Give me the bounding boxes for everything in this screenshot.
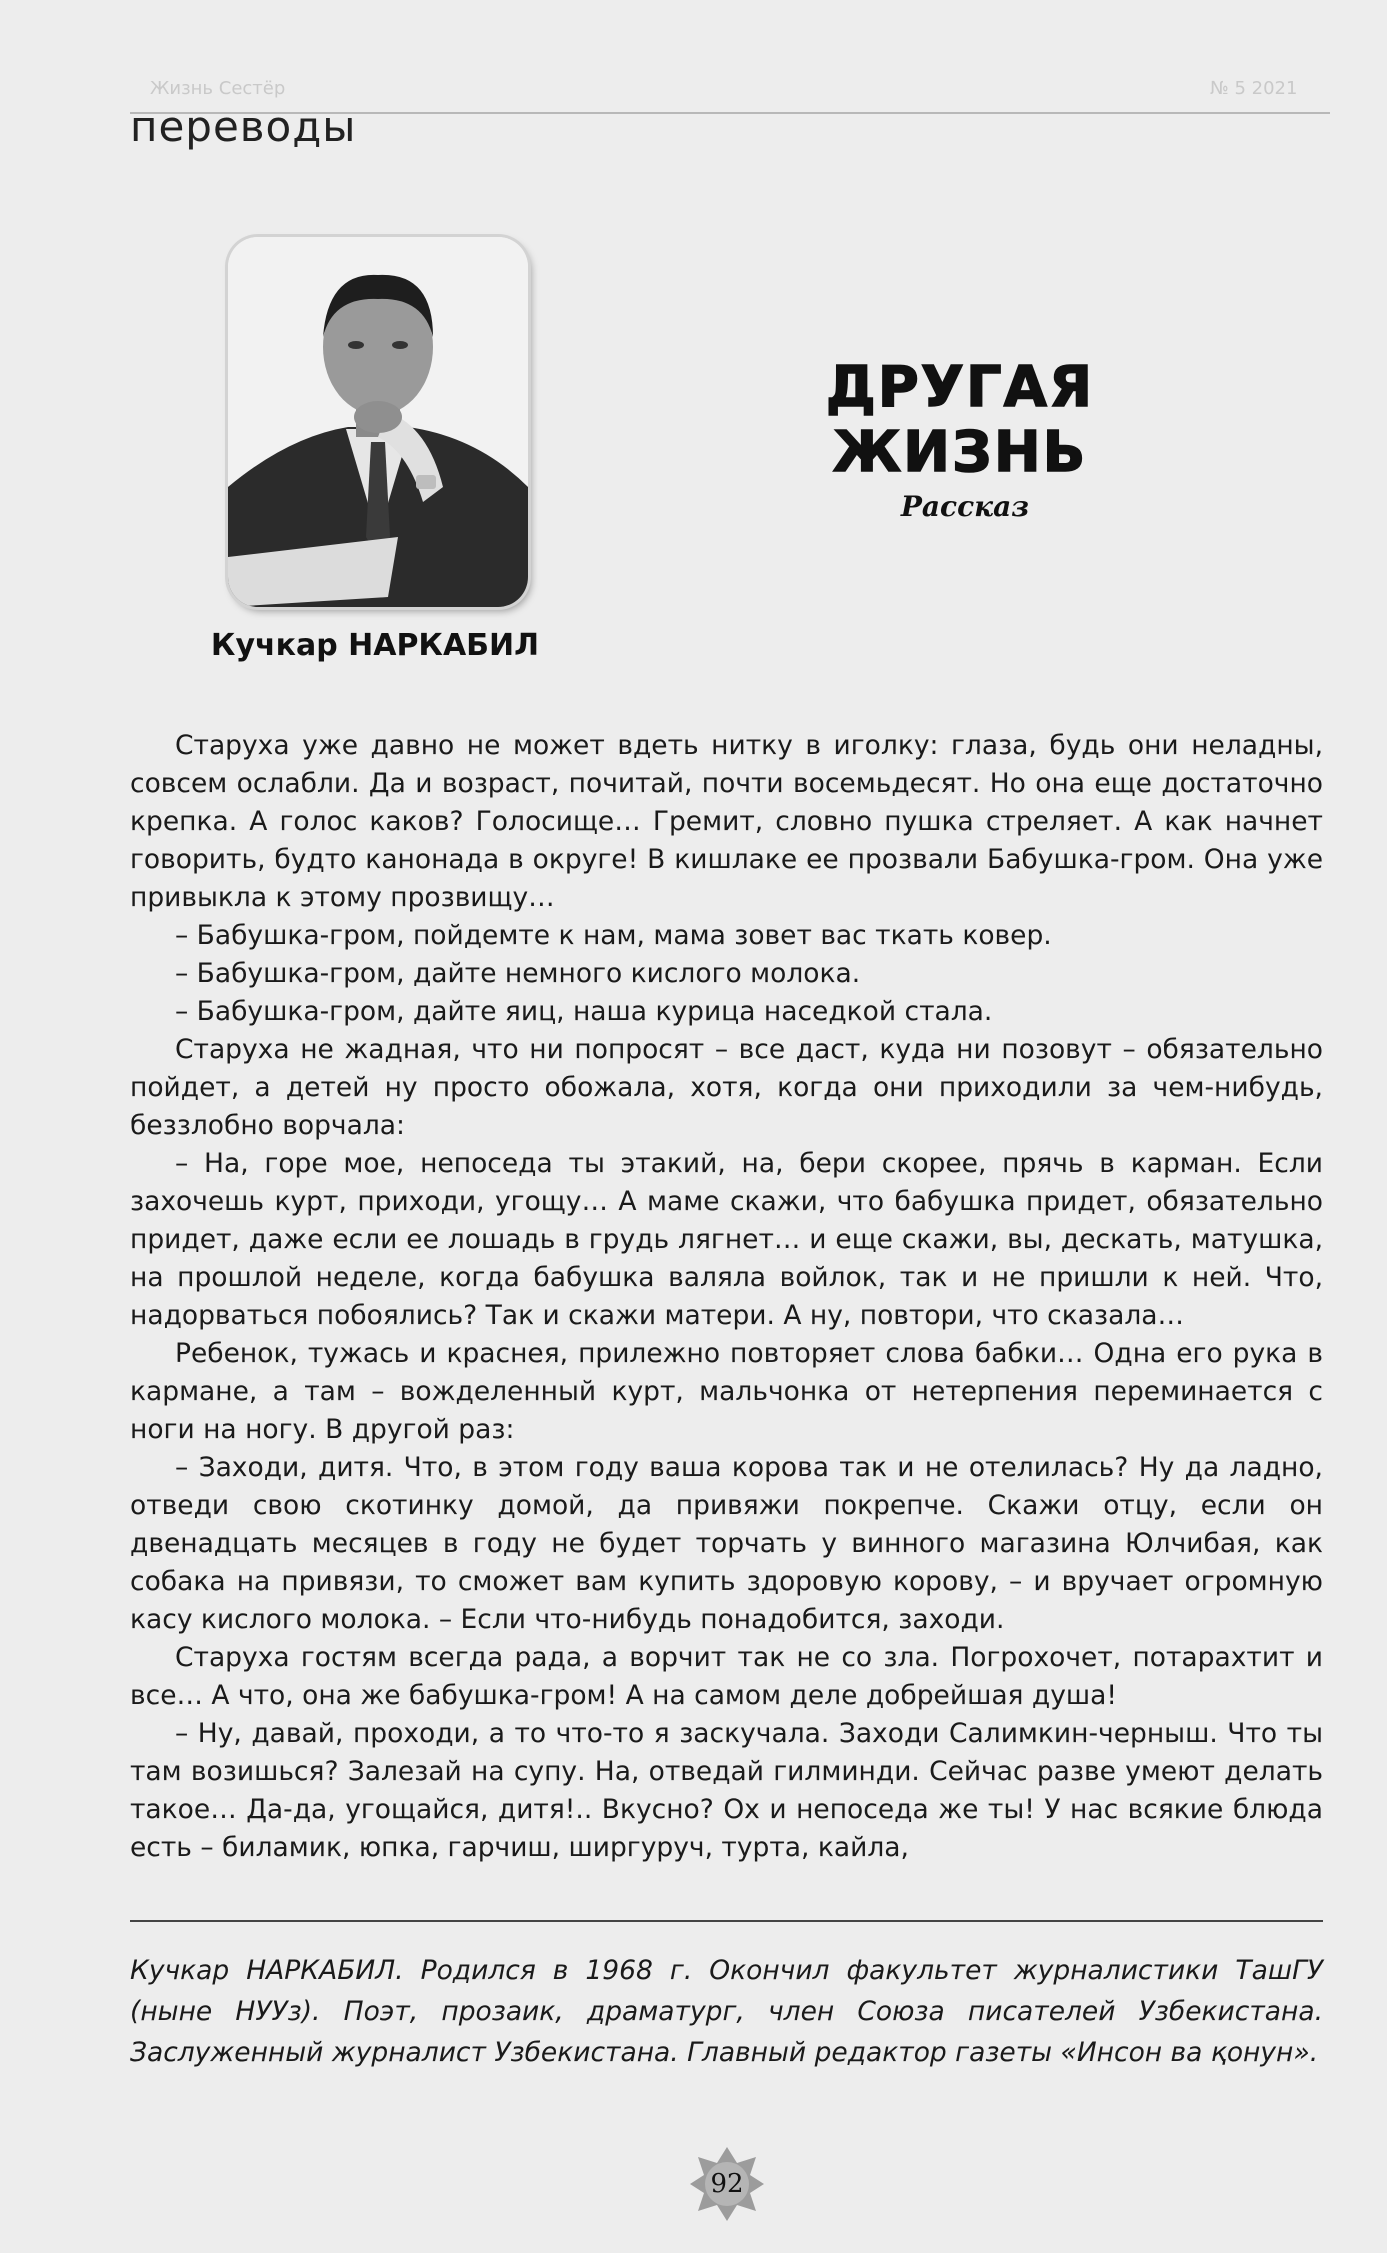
paragraph: Старуха уже давно не может вдеть нитку в иголку: глаза, будь они неладны, совсем ослабли. Да и возраст, почитай, почти восемьдесят. Но она еще достаточно крепка. А голос каков? Голосище… Гремит, словно пушка стреляет. А как начнет говорить, будто канонада в округе! В кишлаке ее прозвали Бабушка-гром. Она уже привыкла к этому прозвищу…	[130, 730, 1323, 913]
paragraph: Старуха гостям всегда рада, а ворчит так не со зла. Погрохочет, потарахтит и все… А что, она же бабушка-гром! А на самом деле добрейшая душа!	[130, 1642, 1323, 1711]
paragraph: – Бабушка-гром, пойдемте к нам, мама зовет вас ткать ковер.	[175, 920, 1052, 951]
paragraph: – Ну, давай, проходи, а то что-то я заскучала. Заходи Салимкин-черныш. Что ты там возишься? Залезай на супу. На, отведай гилминди. Сейчас разве умеют делать такое… Да-да, угощайся, дитя!.. Вкусно? Ох и непоседа же ты! У нас всякие блюда есть – биламик, юпка, гарчиш, ширгуруч, турта, кайла,	[130, 1718, 1323, 1863]
story-body	[130, 727, 1323, 1867]
paragraph: – На, горе мое, непоседа ты этакий, на, бери скорее, прячь в карман. Если захочешь курт, приходи, угощу… А маме скажи, что бабушка придет, обязательно придет, даже если ее лошадь в грудь лягнет… и еще скажи, вы, дескать, матушка, на прошлой неделе, когда бабушка валяла войлок, так и не пришли к ней. Что, надорваться побоялись? Так и скажи матери. А ну, повтори, что сказала…	[130, 1148, 1323, 1331]
paragraph: Старуха не жадная, что ни попросят – все даст, куда ни позовут – обязательно пойдет, а детей ну просто обожала, хотя, когда они приходили за чем-нибудь, беззлобно ворчала:	[130, 1034, 1323, 1141]
paragraph: – Бабушка-гром, дайте немного кислого молока.	[175, 958, 861, 989]
ghost-header-left: Жизнь Сестёр	[150, 78, 286, 99]
section-title: переводы	[130, 102, 357, 151]
author-bio	[130, 1950, 1323, 2073]
page-number: 92	[710, 2169, 744, 2199]
footnote-divider	[130, 1920, 1323, 1922]
bio-text: Кучкар НАРКАБИЛ. Родился в 1968 г. Окончил факультет журналистики ТашГУ (ныне НУУз). Поэт, прозаик, драматург, член Союза писателей Узбекистана. Заслуженный журналист Узбекистана. Главный редактор газеты «Инсон ва қонун».	[130, 1955, 1323, 2068]
story-title: ДРУГАЯ ЖИЗНЬ	[825, 355, 1095, 485]
paragraph: Ребенок, тужась и краснея, прилежно повторяет слова бабки… Одна его рука в кармане, а там – вожделенный курт, мальчонка от нетерпения переминается с ноги на ногу. В другой раз:	[130, 1338, 1323, 1445]
author-portrait-icon	[228, 237, 528, 607]
ghost-header-right: № 5 2021	[1210, 78, 1298, 99]
paragraph: – Заходи, дитя. Что, в этом году ваша корова так и не отелилась? Ну да ладно, отведи свою скотинку домой, да привяжи покрепче. Скажи отцу, если он двенадцать месяцев в году не будет торчать у винного магазина Юлчибая, как собака на привязи, то сможет вам купить здоровую корову, – и вручает огромную касу кислого молока. – Если что-нибудь понадобится, заходи.	[130, 1452, 1323, 1635]
paragraph: – Бабушка-гром, дайте яиц, наша курица наседкой стала.	[175, 996, 993, 1027]
author-photo	[228, 237, 528, 607]
story-genre: Рассказ	[900, 490, 1030, 523]
author-name: Кучкар НАРКАБИЛ	[210, 628, 540, 663]
